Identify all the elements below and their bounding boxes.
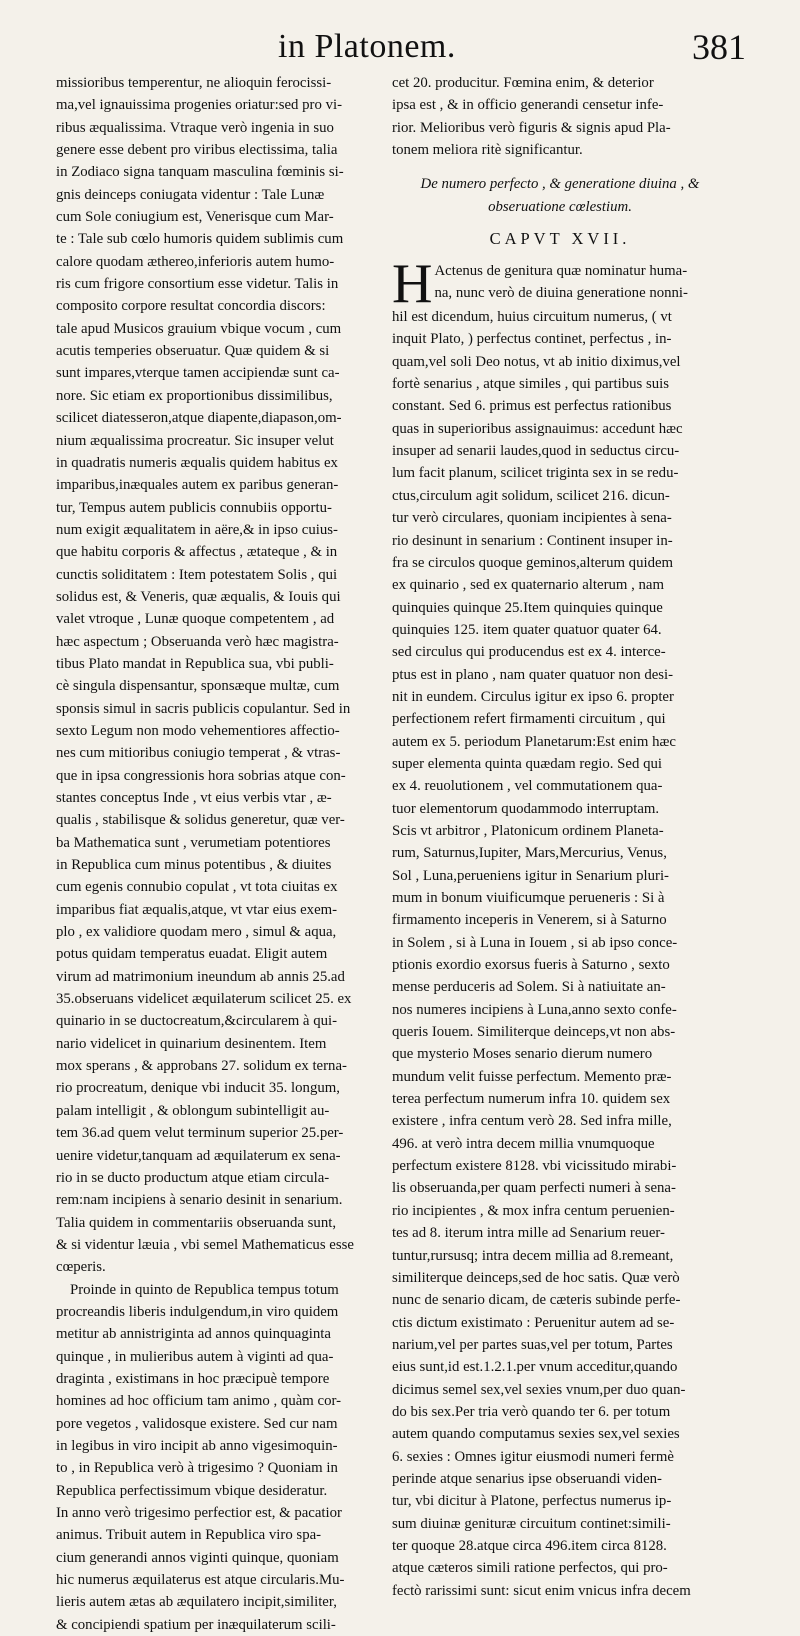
text-line: na, nunc verò de diuina generatione nonni- — [434, 285, 688, 302]
text-line: ma,vel ignauissima progenies oriatur:sed pro vi- — [56, 97, 343, 114]
text-line: sexto Legum non modo vehementiores affectio- — [56, 722, 340, 739]
running-title: in Platonem. — [278, 28, 456, 65]
text-line: hic numerus æquilaterus est atque circularis.Mu- — [56, 1572, 345, 1589]
text-line: lis obseruanda,per quam perfecti numeri à sena- — [392, 1180, 676, 1197]
text-line: missioribus temperentur, ne alioquin ferocissi- — [56, 75, 332, 91]
text-line: mense perduceris ad Solem. Si à natiuitate an- — [392, 979, 666, 996]
drop-cap: H — [392, 253, 433, 316]
chapter-title: CAPVT XVII. — [489, 229, 631, 249]
text-line: solidus est, & Veneris, quæ æqualis, & Iouis qui — [56, 588, 341, 605]
text-line: nos numeres incipiens à Luna,anno sexto confe- — [392, 1001, 677, 1018]
text-line: ris cum frigore consortium esse videtur. Talis in — [56, 276, 339, 293]
text-line: in Republica cum minus potentibus , & diuites — [56, 857, 332, 874]
text-line: que mysterio Moses senario dierum numero — [392, 1046, 653, 1063]
text-line: tuntur,rursusq; intra decem millia ad 8.remeant, — [392, 1247, 674, 1264]
text-line: tur, Tempus autem publicis connubiis opportu- — [56, 499, 332, 516]
text-line: tonem meliora ritè significantur. — [392, 142, 583, 159]
text-line: queris Iouem. Similiterque deinceps,vt non abs- — [392, 1024, 676, 1041]
text-line: tur verò circulares, quoniam incipientes à sena- — [392, 510, 672, 527]
text-line: quam,vel soli Deo notus, vt ab initio diximus,vel — [392, 353, 681, 370]
text-line: autem quando computamus sexies sex,vel sexies — [392, 1426, 680, 1443]
text-line: uenire videtur,tanquam ad æquilaterum ex sena- — [56, 1147, 341, 1164]
page-header — [0, 22, 800, 74]
text-line: nunc de senario dicam, de cæteris subinde perfe- — [392, 1292, 681, 1309]
text-line: nium æqualissima procreatur. Sic insuper velut — [56, 432, 334, 449]
text-line: quinario in se ductocreatum,&circularem à qui- — [56, 1013, 338, 1030]
right-paragraph-1 — [392, 72, 728, 161]
text-line: metitur ab annistriginta ad annos quinquaginta — [56, 1326, 331, 1343]
text-line: tibus Plato mandat in Republica sua, vbi publi- — [56, 655, 334, 672]
text-line: nes cum mitioribus coniugio temperat , & vtras- — [56, 745, 341, 762]
text-line: imparibus fiat æqualis,atque, vt vtar eius exem- — [56, 901, 338, 918]
text-line: dicimus semel sex,vel sexies vnum,per duo quan- — [392, 1381, 686, 1398]
text-line: obseruatione cœlestium. — [488, 198, 632, 215]
text-line: composito corpore resultat concordia discors: — [56, 298, 326, 315]
text-line: ex 4. reuolutionem , vel commutationem qua- — [392, 778, 663, 795]
text-line: rem:nam incipiens à senario desinit in senarium. — [56, 1192, 343, 1209]
text-line: existere , infra centum verò 28. Sed infra mille, — [392, 1113, 672, 1130]
text-line: tur, vbi dicitur à Platone, perfectus numerus ip- — [392, 1493, 672, 1510]
text-line: cet 20. producitur. Fœmina enim, & deterior — [392, 75, 654, 91]
text-line: cœperis. — [56, 1259, 106, 1276]
text-line: sunt impares,vterque tamen accipiendæ sunt ca- — [56, 365, 340, 382]
text-line: fra se circulos quoque geminos,alterum quidem — [392, 554, 674, 571]
text-line: tem 36.ad quem velut terminum superior 25.per- — [56, 1125, 344, 1142]
text-line: que habitu corporis & affectus , ætateque , & in — [56, 544, 338, 561]
text-line: acutis temperies obseruatur. Quæ quidem & si — [56, 343, 330, 360]
text-line: cunctis soliditatem : Item potestatem Solis , qui — [56, 566, 338, 583]
text-line: draginta , existimans in hoc præcipuè tempore — [56, 1370, 330, 1387]
text-line: cum egenis connubio copulat , vt tota ciuitas ex — [56, 879, 338, 896]
text-line: Talia quidem in commentariis obseruanda sunt, — [56, 1214, 337, 1231]
text-line: nore. Sic etiam ex proportionibus dissimilibus, — [56, 387, 333, 404]
text-line: ptus est in plano , nam quater quatuor non desi- — [392, 666, 674, 683]
page-number: 381 — [692, 27, 746, 67]
text-line: procreandis liberis indulgendum,in viro quidem — [56, 1303, 339, 1320]
text-line: perinde atque senarius ipse obseruandi viden- — [392, 1470, 662, 1487]
text-line: De numero perfecto , & generatione diuina , & — [420, 176, 700, 193]
text-line: te : Tale sub cœlo humoris quidem sublimis cum — [56, 231, 344, 248]
text-line: qualis , stabilisque & solidus generetur, quæ ver- — [56, 812, 345, 829]
text-line: to , in Republica verò à trigesimo ? Quoniam in — [56, 1460, 338, 1477]
text-line: plo , ex validiore quodam mero , simul & aqua, — [56, 924, 337, 941]
text-line: tale apud Musicos grauium vbique vocum , cum — [56, 320, 342, 337]
text-line: quinquies quinque 25.Item quinquies quinque — [392, 599, 663, 616]
text-line: narium,vel per partes suas,vel per totum, Partes — [392, 1336, 673, 1353]
text-line: in quadratis numeris æqualis quidem habitus ex — [56, 454, 338, 471]
text-line: que in ipsa congressionis hora sobrias atque con- — [56, 767, 346, 784]
text-line: fectò rarissimi sunt: sicut enim vnicus infra decem — [392, 1582, 691, 1599]
left-paragraph-1 — [56, 72, 380, 1279]
text-line: rum, Saturnus,Iupiter, Mars,Mercurius, Venus, — [392, 845, 667, 862]
text-line: atque cæteros simili ratione perfectos, qui pro- — [392, 1560, 668, 1577]
text-line: constant. Sed 6. primus est perfectus rationibus — [392, 398, 672, 415]
text-line: animus. Tribuit autem in Republica viro spa- — [56, 1527, 322, 1544]
text-line: super elementa quinta quædam regio. Sed qui — [392, 755, 662, 772]
text-line: sponsis simul in sacris publicis copulantur. Sed in — [56, 700, 351, 717]
text-line: palam intelligit , & oblongum subintelligit au- — [56, 1102, 330, 1119]
text-line: rio procreatum, denique vbi inducit 35. longum, — [56, 1080, 340, 1097]
text-line: insuper ad senarii laudes,quod in seductus circu- — [392, 443, 680, 460]
text-line: rio incipientes , & mox infra centum peruenien- — [392, 1202, 675, 1219]
text-line: fortè senarius , atque similes , qui partibus suis — [392, 376, 669, 393]
text-line: rio in se ducto productum atque etiam circula- — [56, 1169, 330, 1186]
text-line: terea perfectum numerum infra 10. quidem sex — [392, 1091, 671, 1108]
text-line: nario videlicet in quinarium desinentem. Item — [56, 1035, 327, 1052]
text-line: gnis deinceps coniugata videntur : Tale Lunæ — [56, 186, 325, 203]
text-line: perfectum existere 8128. vbi vicissitudo mirabi- — [392, 1158, 677, 1175]
text-line: ex quinario , sed ex quaternario alterum , nam — [392, 577, 665, 594]
text-line: in Solem , si à Luna in Iouem , si ab ipso conce- — [392, 934, 678, 951]
text-line: autem ex 5. periodum Planetarum:Est enim hæc — [392, 733, 676, 750]
text-line: ipsa est , & in officio generandi censetur infe- — [392, 97, 664, 114]
text-line: eius sunt,id est.1.2.1.per vnum acceditur,quando — [392, 1359, 678, 1376]
text-line: rior. Melioribus verò figuris & signis apud Pla- — [392, 119, 671, 136]
text-line: ctis dictum existimato : Peruenitur autem ad se- — [392, 1314, 675, 1331]
text-line: rio desinunt in senarium : Continent insuper in- — [392, 532, 673, 549]
text-line: stantes conceptus Inde , vt eius verbis vtar , æ- — [56, 790, 332, 806]
right-paragraph-2 — [392, 306, 728, 1602]
text-line: mundum velit fuisse perfectum. Memento præ- — [392, 1068, 672, 1085]
text-line: in legibus in viro incipit ab anno vigesimoquin- — [56, 1437, 338, 1454]
text-line: num exigit æqualitatem in aëre,& in ipso cuius- — [56, 521, 338, 538]
text-line: sum diuinæ genituræ circuitum continet:simili- — [392, 1515, 671, 1532]
text-line: nit in eundem. Circulus igitur ex ipso 6. propter — [392, 688, 674, 705]
text-line: ctus,circulum agit solidum, scilicet 216. dicun- — [392, 487, 670, 504]
text-line: virum ad matrimonium ineundum ab annis 25.ad — [56, 968, 345, 985]
text-line: cè singula dispensantur, sponsæque multæ, cum — [56, 678, 340, 695]
text-line: ba Mathematica sunt , verumetiam potentiores — [56, 834, 331, 851]
text-line: quinquies 125. item quater quatuor quater 64. — [392, 621, 662, 638]
text-line: & si videntur læuia , vbi semel Mathematicus esse — [56, 1236, 354, 1253]
text-line: homines ad hoc officium tam animo , quàm cor- — [56, 1393, 342, 1410]
text-line: genere esse debent pro viribus electissima, talia — [56, 142, 338, 159]
text-line: 6. sexies : Omnes igitur eiusmodi numeri fermè — [392, 1448, 674, 1465]
text-line: firmamento inceperis in Venerem, si à Saturno — [392, 912, 667, 929]
chapter-opening — [392, 253, 728, 316]
text-line: scilicet diatesseron,atque diapente,diapason,om- — [56, 410, 342, 427]
text-line: lieris autem ætas ab æquilatero incipit,similiter, — [56, 1594, 337, 1611]
text-line: pore vegetos , validosque existere. Sed cur nam — [56, 1415, 338, 1432]
text-line: valet vtroque , Lunæ quoque competentem , ad — [56, 611, 335, 628]
text-line: ribus æqualissima. Vtraque verò ingenia in suo — [56, 119, 334, 136]
text-line: similiterque deinceps,sed de hoc satis. Quæ verò — [392, 1269, 680, 1286]
text-line: 496. at verò intra decem millia vnumquoque — [392, 1135, 655, 1152]
text-line: mox sperans , & approbans 27. solidum ex terna- — [56, 1058, 347, 1075]
text-line: tuor elementorum quodammodo interruptam. — [392, 800, 660, 817]
text-line: sed circulus qui producendus est ex 4. interce- — [392, 644, 666, 661]
text-line: ter quoque 28.atque circa 496.item circa 8128. — [392, 1537, 667, 1554]
text-line: Actenus de genitura quæ nominatur huma- — [434, 263, 688, 280]
text-line: Republica perfectissimum vbique desideratur. — [56, 1482, 328, 1499]
text-line: Sol , Luna,perueniens igitur in Senarium pluri- — [392, 867, 669, 884]
text-line: tes ad 8. iterum intra mille ad Senarium reuer- — [392, 1225, 665, 1242]
text-line: inquit Plato, ) perfectus continet, perfectus , in- — [392, 331, 672, 348]
text-line: imparibus,inæquales autem ex paribus generan- — [56, 477, 339, 494]
text-line: In anno verò trigesimo perfectior est, & pacatior — [56, 1505, 342, 1521]
text-line: 35.obseruans videlicet æquilaterum scilicet 25. ex — [56, 991, 352, 1008]
text-line: calore quodam æthereo,inferioris autem humo- — [56, 253, 335, 270]
text-line: cum Sole coniugium est, Venerisque cum Mar- — [56, 209, 334, 226]
text-line: perfectionem refert firmamenti circuitum , qui — [392, 711, 666, 728]
text-line: ptionis exordio exorsus fueris à Saturno , sexto — [392, 957, 670, 974]
text-line: in Zodiaco signa tanquam masculina fœminis si- — [56, 164, 344, 181]
text-line: hil est dicendum, huius circuitum numerus, ( vt — [392, 309, 672, 326]
left-paragraph-2 — [56, 1279, 380, 1636]
text-line: do bis sex.Per tria verò quando ter 6. per totum — [392, 1403, 671, 1420]
text-line: quinque , in mulieribus autem à viginti ad qua- — [56, 1348, 334, 1365]
text-line: hæc aspectum ; Obseruanda verò hæc magistra- — [56, 633, 339, 650]
text-line: Proinde in quinto de Republica tempus totum — [70, 1281, 339, 1298]
text-line: & concipiendi spatium per inæquilaterum scili- — [56, 1616, 336, 1633]
section-heading — [392, 173, 728, 218]
text-line: lum facit planum, scilicet triginta sex in se redu- — [392, 465, 679, 482]
text-line: mum in bonum viuificumque perueneris : Si à — [392, 890, 665, 906]
text-line: quas in superioribus assignauimus: accedunt hæc — [392, 420, 683, 437]
text-line: cium generandi annos viginti quinque, quoniam — [56, 1549, 339, 1566]
text-line: potus quidam temperatus euadat. Eligit autem — [56, 946, 328, 963]
text-line: Scis vt arbitror , Platonicum ordinem Planeta- — [392, 822, 664, 839]
left-column — [56, 72, 380, 1636]
right-column — [392, 72, 728, 1602]
